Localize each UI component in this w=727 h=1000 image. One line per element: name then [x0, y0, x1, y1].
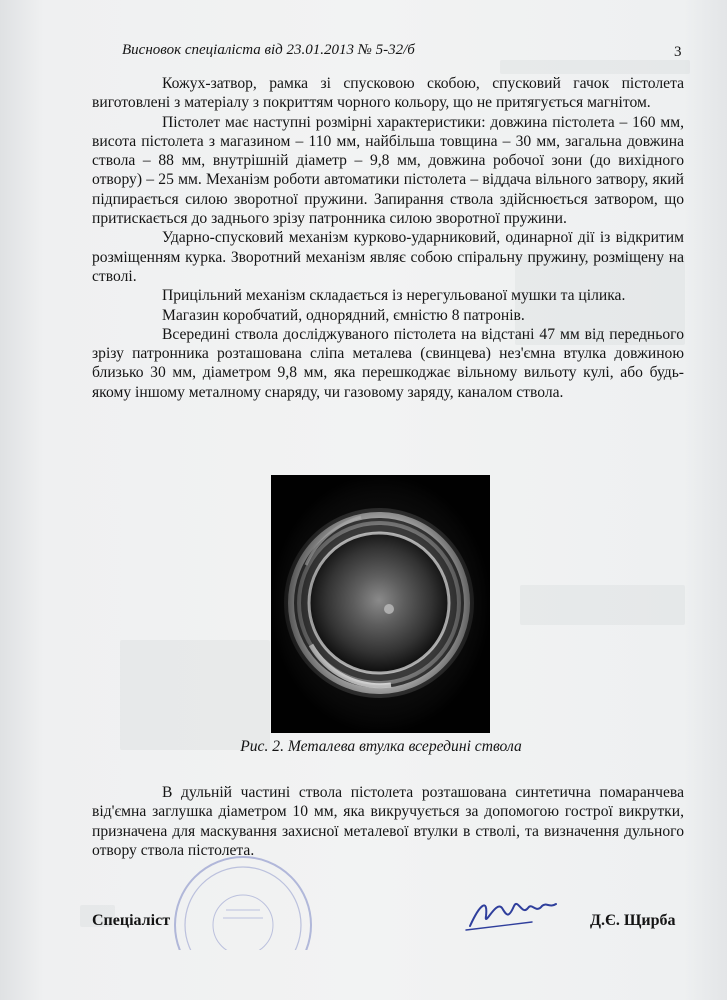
paragraph: Прицільний механізм складається із нерегульованої мушки та цілика.: [162, 287, 626, 305]
figure-photo-metal-sleeve: [271, 475, 490, 733]
paragraph: Всередині ствола досліджуваного пістолета на відстані 47 мм від переднього зрізу патронника розташована сліпа металева (свинцева) нез'ємна втулка довжиною близько 30 мм, діаметром 9,8 мм, яка перешкоджає вільному вильоту кулі, або будь-якому іншому металному снаряду, чи газовому заряду, каналом ствола.: [92, 325, 684, 401]
barrel-sleeve-photo: [271, 475, 490, 733]
official-stamp: [168, 840, 338, 955]
paragraph: Ударно-спусковий механізм курково-ударниковий, одинарної дії із відкритим розміщенням курка. Зворотний механізм являє собою спіральну пружину, розміщену на стволі.: [92, 229, 684, 285]
body-text: [92, 74, 684, 402]
handwritten-signature: [462, 886, 562, 941]
paragraph: Пістолет має наступні розмірні характеристики: довжина пістолета – 160 мм, висота пістолета з магазином – 110 мм, найбільша товщина – 30 мм, загальна довжина ствола – 88 мм, внутрішній діаметр – 9,8 мм, довжина робочої зони (до вихідного отвору) – 25 мм. Механізм роботи автоматики пістолета – віддача вільного затвору, який підпирається силою зворотної пружини. Запирання ствола здійснюється затвором, що притискається до заднього зрізу патронника силою зворотної пружини.: [92, 113, 684, 228]
stamp-seal-icon: [168, 840, 338, 950]
signature-role: Спеціаліст: [92, 912, 171, 929]
page-number: 3: [674, 44, 682, 60]
signature-name: Д.Є. Щирба: [590, 912, 676, 929]
paragraph: Кожух-затвор, рамка зі спусковою скобою, спусковий гачок пістолета виготовлені з матеріалу з покриттям чорного кольору, що не притягується магнітом.: [92, 75, 684, 112]
paragraph: Магазин коробчатий, однорядний, ємністю 8 патронів.: [162, 306, 525, 324]
bleed-through-block: [520, 585, 685, 625]
figure-caption: Рис. 2. Металева втулка всередині ствола: [240, 738, 522, 755]
paragraph: В дульній частині ствола пістолета розташована синтетична помаранчева від'ємна заглушка діаметром 10 мм, яка викручується за допомогою гострої викрутки, призначена для маскування захисної металевої втулки в стволі, та визначення дульного отвору ствола пістолета.: [92, 784, 684, 859]
signature-icon: [462, 886, 562, 936]
bleed-through-block: [120, 640, 270, 750]
bleed-through-block: [500, 60, 690, 74]
document-header: Висновок спеціаліста від 23.01.2013 № 5-32/б: [122, 42, 415, 58]
